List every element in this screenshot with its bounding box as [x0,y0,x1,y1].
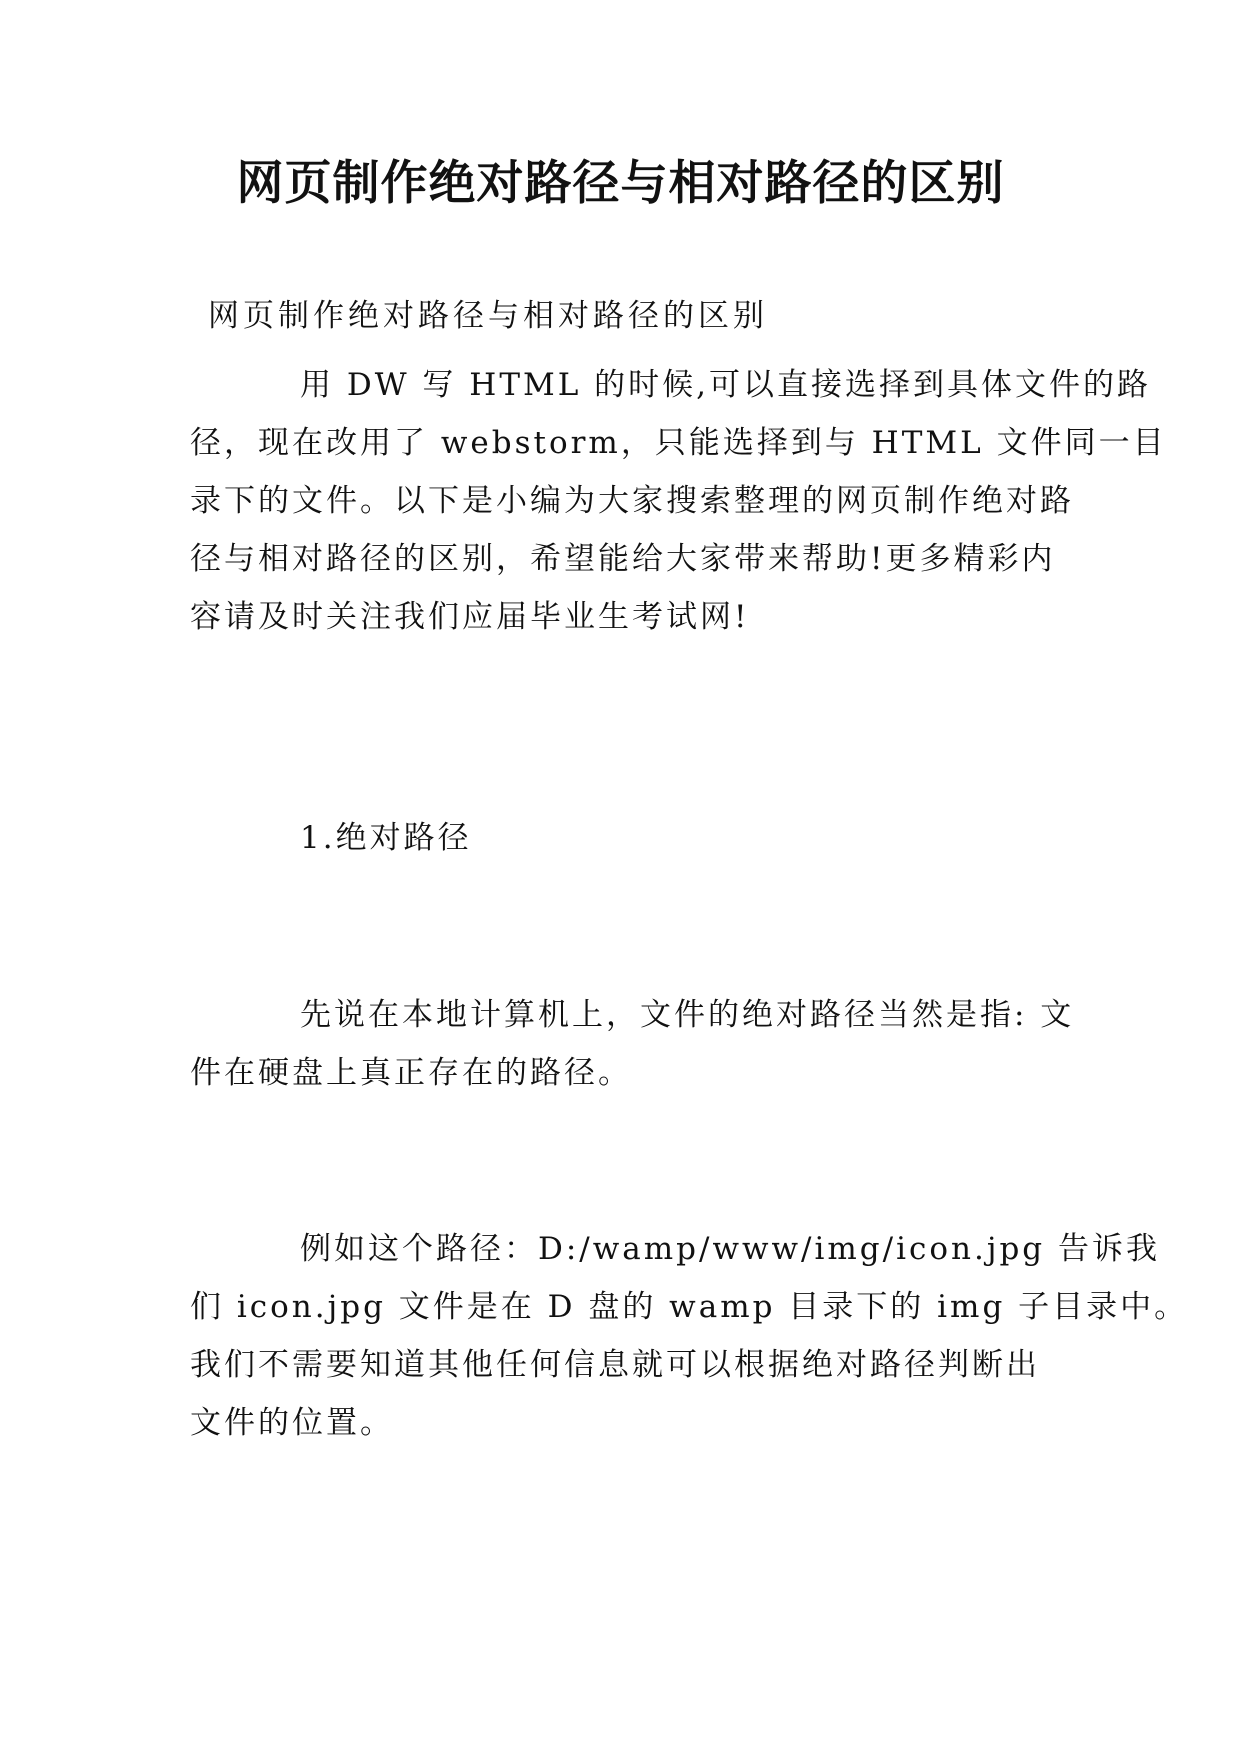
section-heading: 1.绝对路径 [300,820,472,856]
paragraph-line: 径，现在改用了 webstorm，只能选择到与 HTML 文件同一目 [190,425,1167,461]
example-paragraph [190,1220,1189,1452]
paragraph-line: 容请及时关注我们应届毕业生考试网! [190,599,750,635]
paragraph-line: 径与相对路径的区别，希望能给大家带来帮助!更多精彩内 [190,541,1056,577]
local-path-paragraph [190,986,1075,1102]
paragraph-line: 们 icon.jpg 文件是在 D 盘的 wamp 目录下的 img 子目录中。 [190,1289,1189,1325]
document-subtitle: 网页制作绝对路径与相对路径的区别 [208,298,768,334]
paragraph-line: 用 DW 写 HTML 的时候,可以直接选择到具体文件的路 [300,367,1152,403]
paragraph-line: 件在硬盘上真正存在的路径。 [190,1055,632,1091]
paragraph-line: 我们不需要知道其他任何信息就可以根据绝对路径判断出 [190,1347,1040,1383]
paragraph-line: 先说在本地计算机上，文件的绝对路径当然是指: 文 [300,997,1075,1033]
paragraph-line: 例如这个路径：D:/wamp/www/img/icon.jpg 告诉我 [300,1231,1161,1267]
paragraph-line: 文件的位置。 [190,1405,394,1441]
document-title: 网页制作绝对路径与相对路径的区别 [236,156,1005,211]
paragraph-line: 录下的文件。以下是小编为大家搜索整理的网页制作绝对路 [190,483,1074,519]
intro-paragraph [190,356,1167,646]
